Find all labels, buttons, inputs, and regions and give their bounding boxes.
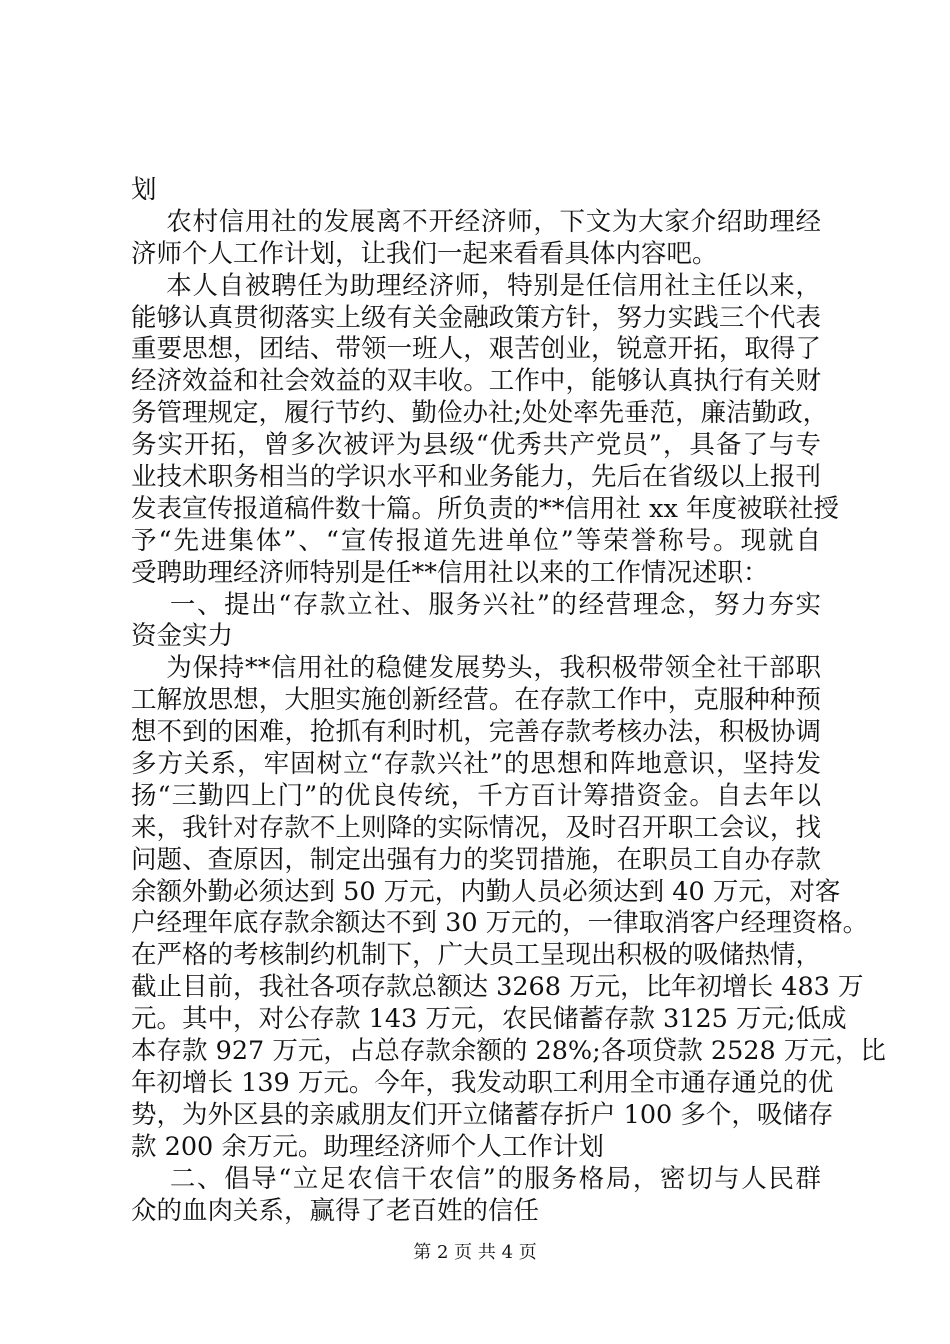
text-line: 为保持**信用社的稳健发展势头，我积极带领全社干部职 bbox=[131, 653, 821, 684]
text-line: 资金实力 bbox=[131, 621, 234, 652]
text-line: 能够认真贯彻落实上级有关金融政策方针，努力实践三个代表 bbox=[131, 302, 821, 333]
text-line: 在严格的考核制约机制下，广大员工呈现出积极的吸储热情， bbox=[131, 940, 821, 971]
text-line: 扬“三勤四上门”的优良传统，千方百计筹措资金。自去年以 bbox=[131, 780, 821, 811]
text-line: 工解放思想，大胆实施创新经营。在存款工作中，克服种种预 bbox=[131, 685, 821, 716]
text-line: 势，为外区县的亲戚朋友们开立储蓄存折户 100 多个，吸储存 bbox=[131, 1099, 834, 1130]
text-line: 济师个人工作计划，让我们一起来看看具体内容吧。 bbox=[131, 238, 718, 269]
text-line: 受聘助理经济师特别是任**信用社以来的工作情况述职： bbox=[131, 557, 769, 588]
text-line: 户经理年底存款余额达不到 30 万元的，一律取消客户经理资格。 bbox=[131, 908, 869, 939]
text-line: 款 200 余万元。助理经济师个人工作计划 bbox=[131, 1131, 604, 1162]
text-line: 务管理规定，履行节约、勤俭办社;处处率先垂范，廉洁勤政， bbox=[131, 398, 829, 429]
text-line: 业技术职务相当的学识水平和业务能力，先后在省级以上报刊 bbox=[131, 462, 821, 493]
text-line: 发表宣传报道稿件数十篇。所负责的**信用社 xx 年度被联社授 bbox=[131, 493, 839, 524]
text-line: 二、倡导“立足农信干农信”的服务格局，密切与人民群 bbox=[131, 1163, 821, 1194]
text-line: 予“先进集体”、“宣传报道先进单位”等荣誉称号。现就自 bbox=[131, 525, 821, 556]
page-footer: 第 2 页 共 4 页 bbox=[413, 1242, 537, 1263]
text-line: 年初增长 139 万元。今年，我发动职工利用全市通存通兑的优 bbox=[131, 1067, 834, 1098]
text-line: 划 bbox=[131, 175, 157, 205]
text-line: 截止目前，我社各项存款总额达 3268 万元，比年初增长 483 万 bbox=[131, 972, 864, 1003]
text-line: 农村信用社的发展离不开经济师，下文为大家介绍助理经 bbox=[131, 206, 821, 237]
document-body bbox=[131, 175, 886, 1227]
text-line: 本人自被聘任为助理经济师，特别是任信用社主任以来， bbox=[131, 270, 821, 301]
text-line: 想不到的困难，抢抓有利时机，完善存款考核办法，积极协调 bbox=[131, 717, 821, 748]
text-line: 问题、查原因，制定出强有力的奖罚措施，在职员工自办存款 bbox=[131, 844, 821, 875]
text-line: 余额外勤必须达到 50 万元，内勤人员必须达到 40 万元，对客 bbox=[131, 876, 841, 907]
text-line: 本存款 927 万元，占总存款余额的 28%;各项贷款 2528 万元，比 bbox=[131, 1036, 886, 1067]
text-line: 一、提出“存款立社、服务兴社”的经营理念，努力夯实 bbox=[131, 589, 821, 620]
text-line: 众的血肉关系，赢得了老百姓的信任 bbox=[131, 1195, 540, 1226]
text-line: 务实开拓，曾多次被评为县级“优秀共产党员”，具备了与专 bbox=[131, 430, 821, 461]
text-line: 经济效益和社会效益的双丰收。工作中，能够认真执行有关财 bbox=[131, 366, 821, 397]
text-line: 重要思想，团结、带领一班人，艰苦创业，锐意开拓，取得了 bbox=[131, 334, 821, 365]
text-line: 来，我针对存款不上则降的实际情况，及时召开职工会议，找 bbox=[131, 812, 821, 843]
text-line: 多方关系，牢固树立“存款兴社”的思想和阵地意识，坚持发 bbox=[131, 749, 821, 780]
text-line: 元。其中，对公存款 143 万元，农民储蓄存款 3125 万元;低成 bbox=[131, 1004, 847, 1035]
